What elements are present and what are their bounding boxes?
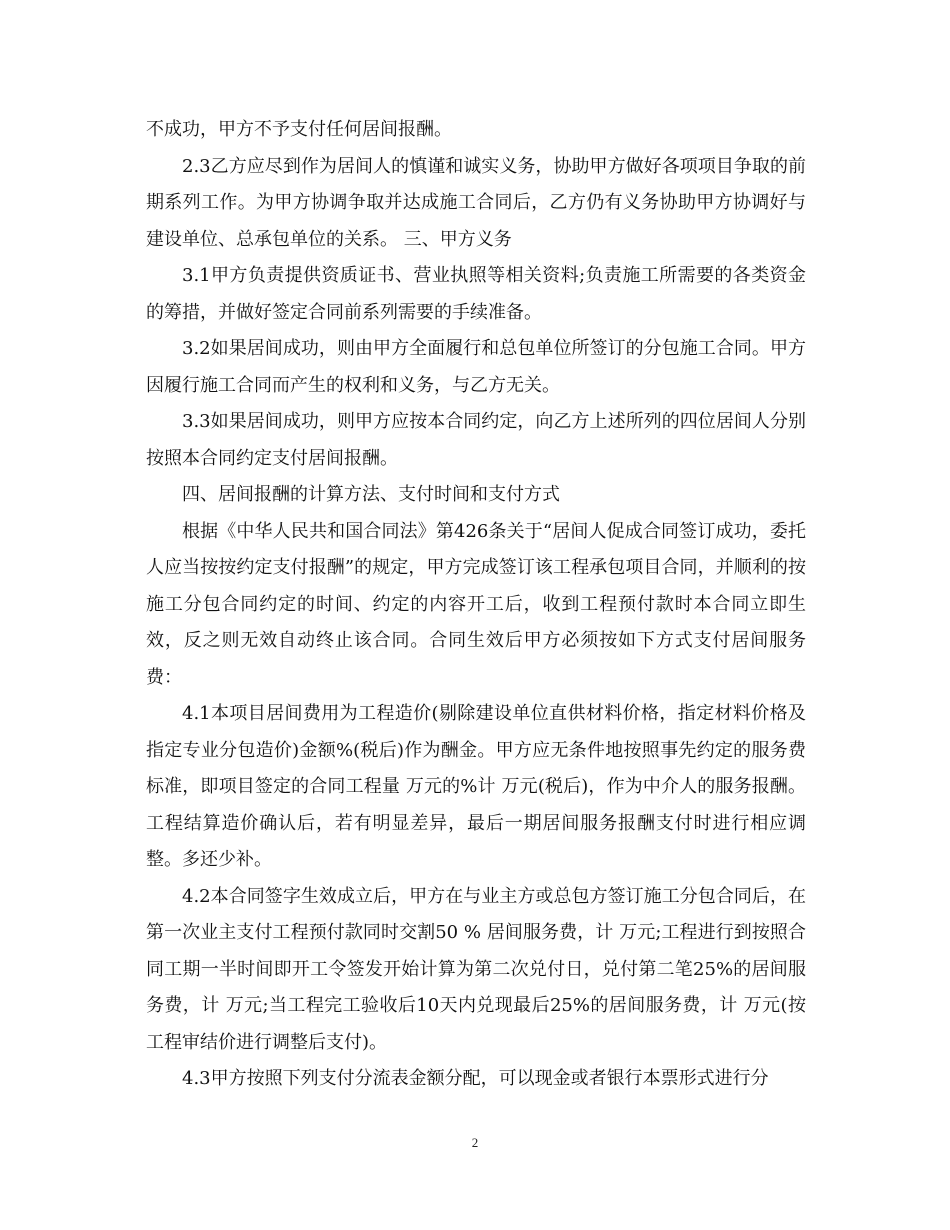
- document-body: [146, 112, 806, 1098]
- paragraph-9: 4.2本合同签字生效成立后，甲方在与业主方或总包方签订施工分包合同后，在第一次业主支付工程预付款同时交割50 % 居间服务费，计 万元;工程进行到按照合同工期一半时间即开工令签发开始计算为第二次兑付日，兑付第二笔25%的居间服务费，计 万元;当工程完工验收后10天内兑现最后25%的居间服务费，计 万元(按工程审结价进行调整后支付)。: [146, 885, 806, 1053]
- paragraph-3: 3.1甲方负责提供资质证书、营业执照等相关资料;负责施工所需要的各类资金的筹措，并做好签定合同前系列需要的手续准备。: [146, 265, 806, 323]
- paragraph-2: 2.3乙方应尽到作为居间人的慎谨和诚实义务，协助甲方做好各项项目争取的前期系列工作。为甲方协调争取并达成施工合同后，乙方仍有义务协助甲方协调好与建设单位、总承包单位的关系。 三、甲方义务: [146, 155, 806, 250]
- paragraph-4: 3.2如果居间成功，则由甲方全面履行和总包单位所签订的分包施工合同。甲方因履行施工合同而产生的权利和义务，与乙方无关。: [146, 338, 806, 396]
- paragraph-5: 3.3如果居间成功，则甲方应按本合同约定，向乙方上述所列的四位居间人分别按照本合同约定支付居间报酬。: [146, 411, 806, 469]
- section-heading: 四、居间报酬的计算方法、支付时间和支付方式: [182, 484, 560, 505]
- paragraph-7: 根据《中华人民共和国合同法》第426条关于“居间人促成合同签订成功，委托人应当按按约定支付报酬”的规定，甲方完成签订该工程承包项目合同，并顺利的按施工分包合同约定的时间、约定的内容开工后，收到工程预付款时本合同立即生效，反之则无效自动终止该合同。合同生效后甲方必须按如下方式支付居间服务费：: [146, 520, 806, 688]
- page-number: 2: [471, 1135, 479, 1150]
- paragraph-8: 4.1本项目居间费用为工程造价(剔除建设单位直供材料价格，指定材料价格及指定专业分包造价)金额%(税后)作为酬金。甲方应无条件地按照事先约定的服务费标准，即项目签定的合同工程量 万元的%计 万元(税后)，作为中介人的服务报酬。工程结算造价确认后，若有明显差异，最后一期居间服务报酬支付时进行相应调整。多还少补。: [146, 703, 806, 870]
- paragraph-10: 4.3甲方按照下列支付分流表金额分配，可以现金或者银行本票形式进行分: [182, 1068, 769, 1089]
- paragraph-1: 不成功，甲方不予支付任何居间报酬。: [146, 119, 452, 140]
